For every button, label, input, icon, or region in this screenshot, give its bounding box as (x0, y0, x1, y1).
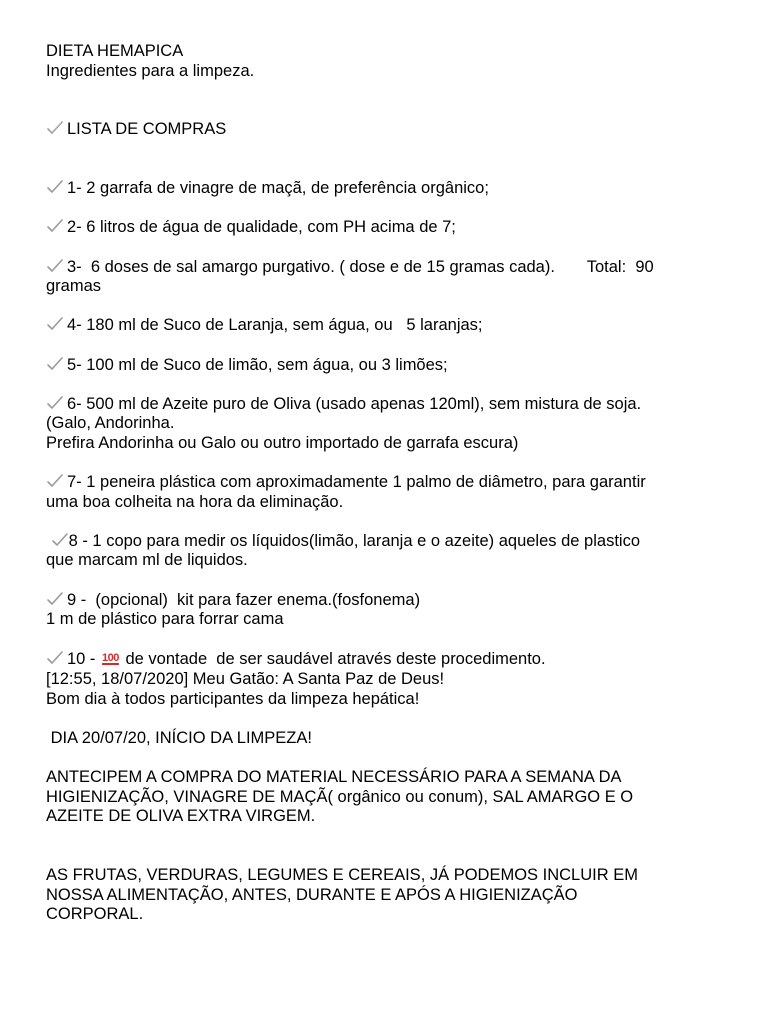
list-item-continuation: Prefira Andorinha ou Galo ou outro importado de garrafa escura) (46, 433, 519, 452)
list-item-text: 4- 180 ml de Suco de Laranja, sem água, ou 5 laranjas; (67, 316, 483, 335)
list-item-text: 5- 100 ml de Suco de limão, sem água, ou 3 limões; (67, 355, 448, 374)
check-mark-icon (46, 473, 64, 489)
message-header: [12:55, 18/07/2020] Meu Gatão: A Santa Paz de Deus! (46, 670, 445, 688)
list-item-continuation: gramas (46, 277, 102, 296)
list-item-text: 7- 1 peneira plástica com aproximadamente 1 palmo de diâmetro, para garantir (67, 473, 646, 492)
list-item-text: 2- 6 litros de água de qualidade, com PH acima de 7; (67, 218, 456, 237)
list-item (46, 258, 726, 278)
check-mark-icon (51, 532, 69, 548)
list-item (46, 356, 726, 376)
check-mark-icon (46, 258, 64, 274)
list-item-continuation: 1 m de plástico para forrar cama (46, 610, 284, 629)
check-mark-icon (46, 218, 64, 234)
check-mark-icon (46, 179, 64, 195)
diet-advice-paragraph: AS FRUTAS, VERDURAS, LEGUMES E CEREAIS, JÁ PODEMOS INCLUIR EM NOSSA ALIMENTAÇÃO, ANTES, DURANTE E APÓS A HIGIENIZAÇÃO CORPORAL. (46, 865, 638, 924)
list-item-text: 6- 500 ml de Azeite puro de Oliva (usado apenas 120ml), sem mistura de soja. (67, 394, 642, 413)
document-page (46, 42, 726, 925)
check-mark-icon (46, 395, 64, 411)
check-mark-icon (46, 120, 64, 136)
list-item-continuation: que marcam ml de liquidos. (46, 551, 248, 570)
list-item (46, 179, 726, 199)
check-mark-icon (46, 356, 64, 372)
purchase-advice-paragraph: ANTECIPEM A COMPRA DO MATERIAL NECESSÁRIO PARA A SEMANA DA HIGIENIZAÇÃO, VINAGRE DE MAÇÃ( orgânico ou conum), SAL AMARGO E O AZEITE DE OLIVA EXTRA VIRGEM. (46, 767, 634, 826)
list-item-text: 3- 6 doses de sal amargo purgativo. ( dose e de 15 gramas cada). Total: 90 (67, 257, 654, 276)
list-item-prefix: 10 - (67, 650, 101, 669)
start-date-notice: DIA 20/07/20, INÍCIO DA LIMPEZA! (46, 728, 312, 747)
list-item-text: 8 - 1 copo para medir os líquidos(limão, laranja e o azeite) aqueles de plastico (68, 531, 640, 550)
list-item (46, 218, 726, 238)
document-title: DIETA HEMAPICA (46, 42, 184, 60)
list-item (46, 395, 726, 415)
document-subtitle: Ingredientes para a limpeza. (46, 61, 255, 80)
list-item-text: 1- 2 garrafa de vinagre de maçã, de preferência orgânico; (67, 179, 489, 198)
list-item (46, 591, 726, 611)
list-item (46, 532, 726, 552)
message-greeting: Bom dia à todos participantes da limpeza hepática! (46, 689, 420, 708)
list-item (46, 473, 726, 493)
list-item-continuation: uma boa colheita na hora da eliminação. (46, 492, 344, 511)
check-mark-icon (46, 650, 64, 666)
hundred-points-icon: 100 (102, 652, 119, 665)
list-item (46, 316, 726, 336)
list-item-text: de vontade de ser saudável através deste procedimento. (120, 650, 546, 669)
check-mark-icon (46, 316, 64, 332)
list-item-text: 9 - (opcional) kit para fazer enema.(fosfonema) (67, 590, 421, 609)
shopping-list-title (46, 120, 726, 140)
list-item-continuation: (Galo, Andorinha. (46, 414, 175, 433)
list-item (46, 649, 726, 670)
check-mark-icon (46, 591, 64, 607)
shopping-list-title-text: LISTA DE COMPRAS (67, 120, 227, 139)
